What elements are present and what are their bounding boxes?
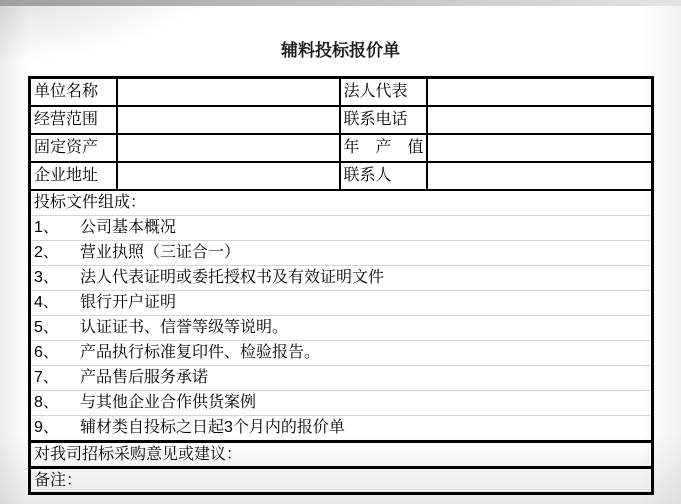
bid-document-item-9 — [30, 416, 653, 442]
item-text: 产品执行标准复印件、检验报告。 — [80, 344, 321, 362]
field-value-business-scope[interactable] — [117, 106, 340, 134]
field-value-company-address[interactable] — [117, 162, 340, 190]
bid-document-item-cell — [30, 416, 653, 442]
bid-document-item-cell — [30, 241, 653, 266]
bid-document-item-cell — [30, 391, 653, 416]
quotation-form-table — [28, 76, 654, 495]
field-label-business-scope: 经营范围 — [30, 106, 117, 134]
field-value-contact-person[interactable] — [427, 162, 653, 190]
bid-document-item-cell — [30, 291, 653, 316]
item-text: 营业执照（三证合一） — [80, 244, 241, 262]
item-number: 1、 — [34, 219, 59, 237]
bid-document-item-3 — [30, 266, 653, 291]
item-text: 银行开户证明 — [80, 294, 177, 312]
bid-document-item-cell — [30, 266, 653, 291]
bid-documents-header-row — [30, 190, 653, 216]
field-value-fixed-assets[interactable] — [117, 134, 340, 162]
field-label-fixed-assets: 固定资产 — [30, 134, 117, 162]
bid-document-item-1 — [30, 216, 653, 241]
bid-document-item-4 — [30, 291, 653, 316]
bid-document-item-cell — [30, 216, 653, 241]
item-text: 法人代表证明或委托授权书及有效证明文件 — [80, 269, 385, 287]
item-text: 公司基本概况 — [80, 219, 177, 237]
item-text: 辅材类自投标之日起3个月内的报价单 — [80, 419, 345, 437]
field-label-company-name: 单位名称 — [30, 78, 117, 107]
field-value-contact-phone[interactable] — [427, 106, 653, 134]
bid-document-item-8 — [30, 391, 653, 416]
table-row-company-name — [30, 78, 653, 107]
item-text: 与其他企业合作供货案例 — [80, 394, 257, 412]
field-value-annual-output-value[interactable] — [427, 134, 653, 162]
bid-document-item-2 — [30, 241, 653, 266]
item-text: 产品售后服务承诺 — [80, 369, 209, 387]
bid-document-item-7 — [30, 366, 653, 391]
suggestions-field[interactable]: 对我司招标采购意见或建议： — [30, 442, 653, 468]
page-top-shadow — [0, 0, 681, 6]
page-title: 辅料投标报价单 — [281, 41, 400, 60]
field-label-company-address: 企业地址 — [30, 162, 117, 190]
bid-document-item-cell — [30, 341, 653, 366]
item-number: 2、 — [34, 244, 59, 262]
remarks-row — [30, 468, 653, 494]
field-value-company-name[interactable] — [117, 78, 340, 107]
item-number: 5、 — [34, 319, 59, 337]
item-number: 8、 — [34, 394, 59, 412]
field-label-contact-person: 联系人 — [340, 162, 427, 190]
bid-documents-header: 投标文件组成： — [34, 194, 147, 212]
item-number: 6、 — [34, 344, 59, 362]
suggestions-row — [30, 442, 653, 468]
remarks-field[interactable]: 备注： — [30, 468, 653, 494]
item-number: 3、 — [34, 269, 59, 287]
table-row-company-address — [30, 162, 653, 190]
field-label-contact-phone: 联系电话 — [340, 106, 427, 134]
table-row-business-scope — [30, 106, 653, 134]
bid-document-item-6 — [30, 341, 653, 366]
field-label-annual-output-value: 年 产 值 — [340, 134, 427, 162]
item-number: 7、 — [34, 369, 59, 387]
bid-document-item-5 — [30, 316, 653, 341]
table-row-fixed-assets — [30, 134, 653, 162]
field-label-legal-representative: 法人代表 — [340, 78, 427, 107]
field-value-legal-representative[interactable] — [427, 78, 653, 107]
bid-document-item-cell — [30, 316, 653, 341]
bid-document-item-cell — [30, 366, 653, 391]
item-number: 9、 — [34, 419, 59, 437]
item-text: 认证证书、信誉等级等说明。 — [80, 319, 289, 337]
item-number: 4、 — [34, 294, 59, 312]
